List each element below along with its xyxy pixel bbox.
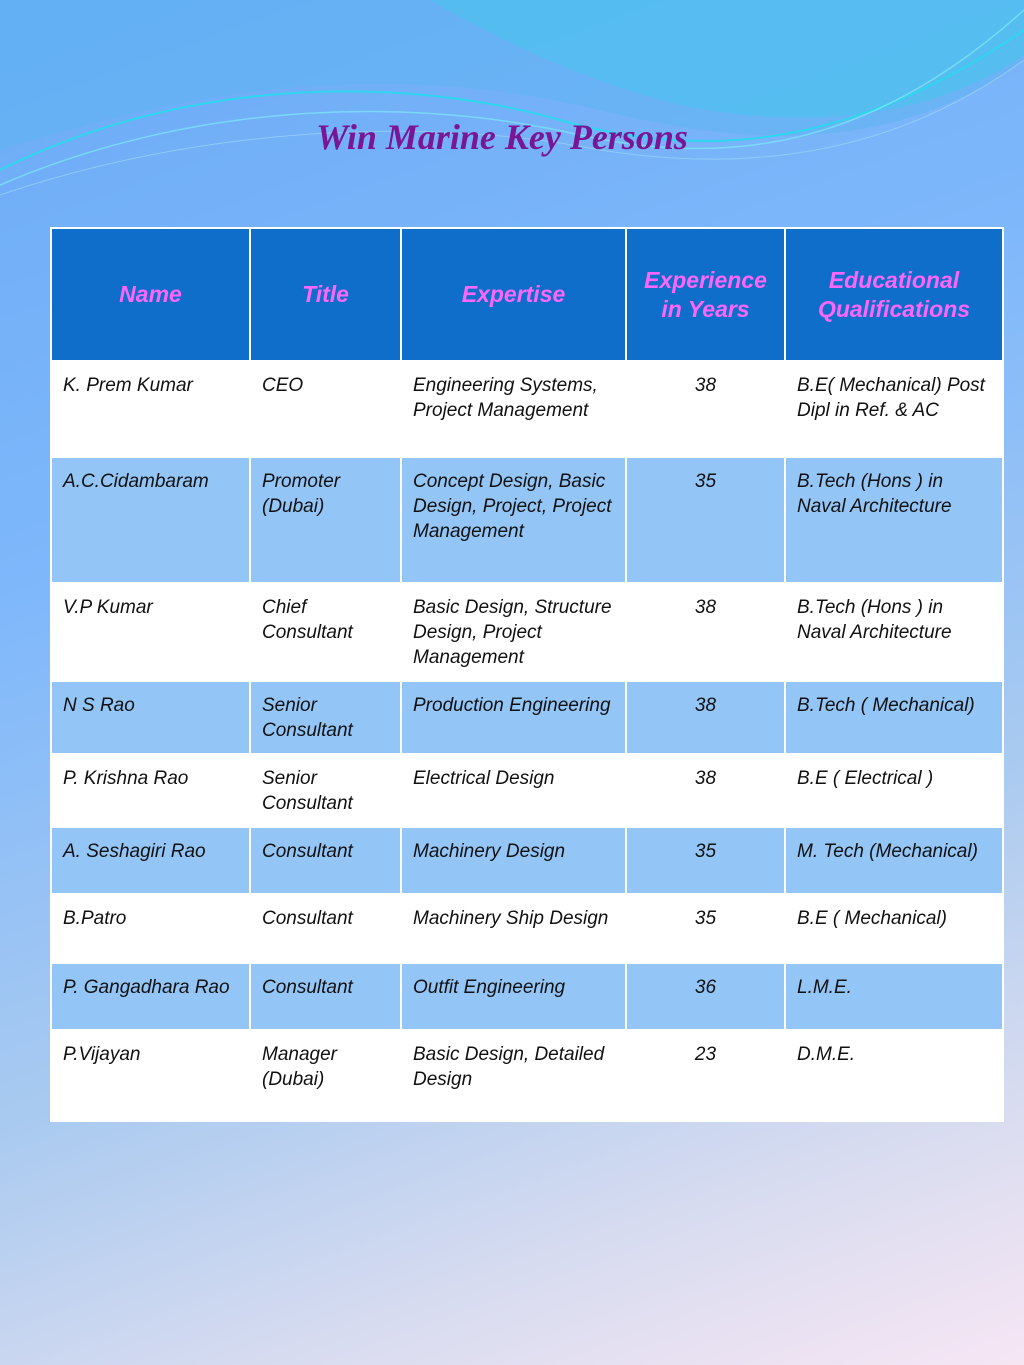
key-persons-table	[50, 227, 1004, 1122]
cell-expertise: Production Engineering	[401, 681, 626, 754]
cell-expertise: Machinery Design	[401, 827, 626, 894]
column-header-experience: Experience in Years	[626, 228, 785, 361]
cell-expertise: Outfit Engineering	[401, 963, 626, 1030]
cell-title: Senior Consultant	[250, 754, 401, 827]
cell-expertise: Machinery Ship Design	[401, 894, 626, 963]
table-header-row	[51, 228, 1003, 361]
cell-education: D.M.E.	[785, 1030, 1003, 1121]
cell-experience: 35	[626, 827, 785, 894]
table-row	[51, 681, 1003, 754]
cell-experience: 23	[626, 1030, 785, 1121]
cell-name: P. Gangadhara Rao	[51, 963, 250, 1030]
cell-name: B.Patro	[51, 894, 250, 963]
cell-title: Promoter (Dubai)	[250, 457, 401, 583]
cell-title: Senior Consultant	[250, 681, 401, 754]
cell-name: K. Prem Kumar	[51, 361, 250, 457]
slide-title: Win Marine Key Persons	[316, 117, 688, 157]
cell-name: P. Krishna Rao	[51, 754, 250, 827]
column-header-education: Educational Qualifications	[785, 228, 1003, 361]
cell-experience: 35	[626, 894, 785, 963]
cell-education: M. Tech (Mechanical)	[785, 827, 1003, 894]
cell-education: L.M.E.	[785, 963, 1003, 1030]
cell-expertise: Electrical Design	[401, 754, 626, 827]
cell-title: Consultant	[250, 894, 401, 963]
cell-education: B.Tech (Hons ) in Naval Architecture	[785, 583, 1003, 681]
cell-title: Consultant	[250, 963, 401, 1030]
cell-education: B.Tech (Hons ) in Naval Architecture	[785, 457, 1003, 583]
decorative-wave-background	[0, 0, 1024, 220]
cell-expertise: Basic Design, Structure Design, Project Management	[401, 583, 626, 681]
column-header-name: Name	[51, 228, 250, 361]
cell-name: A.C.Cidambaram	[51, 457, 250, 583]
table-row	[51, 457, 1003, 583]
column-header-title: Title	[250, 228, 401, 361]
cell-title: Manager (Dubai)	[250, 1030, 401, 1121]
cell-name: P.Vijayan	[51, 1030, 250, 1121]
cell-experience: 38	[626, 361, 785, 457]
cell-expertise: Basic Design, Detailed Design	[401, 1030, 626, 1121]
cell-education: B.E ( Mechanical)	[785, 894, 1003, 963]
cell-title: Consultant	[250, 827, 401, 894]
cell-name: A. Seshagiri Rao	[51, 827, 250, 894]
table-row	[51, 754, 1003, 827]
table-row	[51, 827, 1003, 894]
table-row	[51, 1030, 1003, 1121]
table-row	[51, 894, 1003, 963]
cell-education: B.Tech ( Mechanical)	[785, 681, 1003, 754]
cell-education: B.E ( Electrical )	[785, 754, 1003, 827]
table-row	[51, 963, 1003, 1030]
cell-experience: 38	[626, 681, 785, 754]
cell-name: V.P Kumar	[51, 583, 250, 681]
cell-experience: 35	[626, 457, 785, 583]
cell-experience: 36	[626, 963, 785, 1030]
column-header-expertise: Expertise	[401, 228, 626, 361]
cell-title: Chief Consultant	[250, 583, 401, 681]
cell-experience: 38	[626, 583, 785, 681]
table-row	[51, 361, 1003, 457]
cell-title: CEO	[250, 361, 401, 457]
cell-education: B.E( Mechanical) Post Dipl in Ref. & AC	[785, 361, 1003, 457]
table-row	[51, 583, 1003, 681]
cell-expertise: Concept Design, Basic Design, Project, Project Management	[401, 457, 626, 583]
cell-experience: 38	[626, 754, 785, 827]
cell-name: N S Rao	[51, 681, 250, 754]
cell-expertise: Engineering Systems, Project Management	[401, 361, 626, 457]
